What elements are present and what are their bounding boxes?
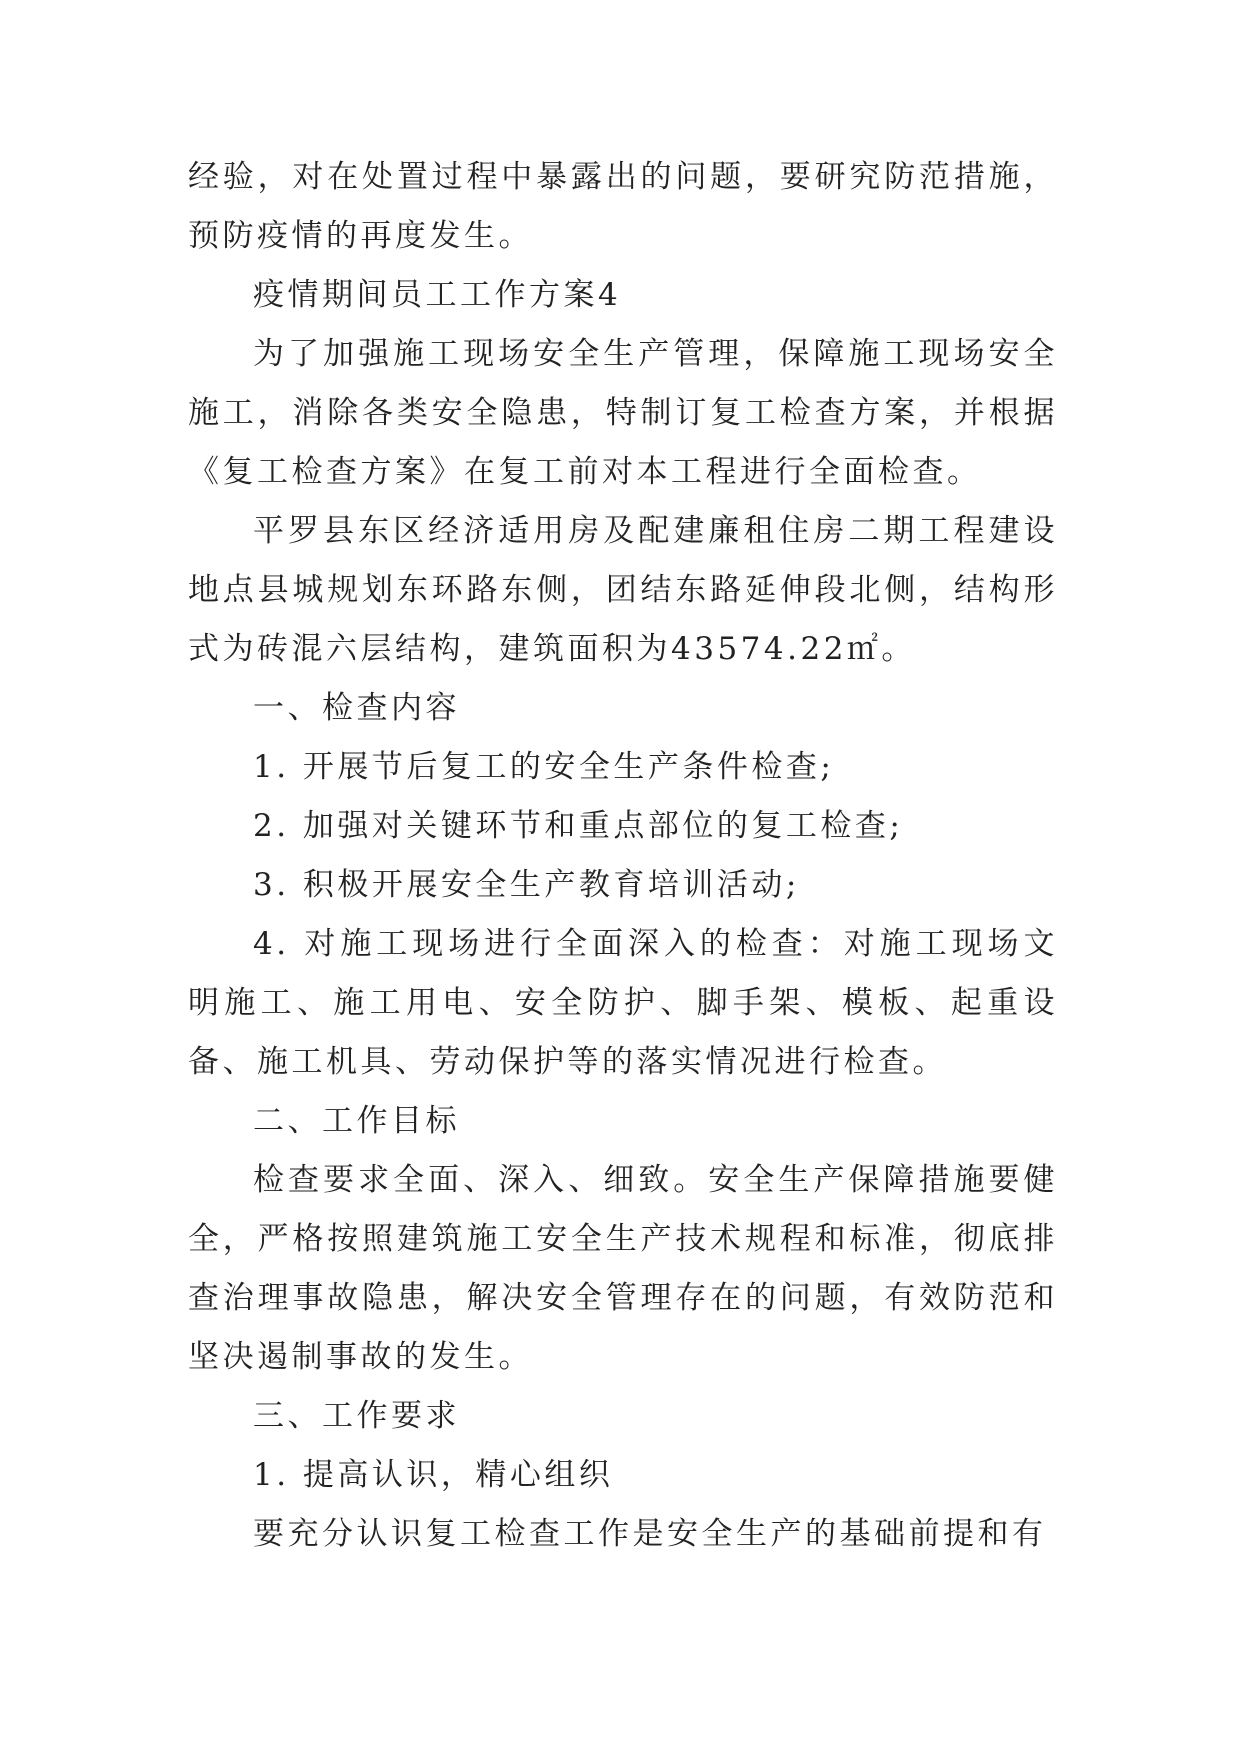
paragraph: 为了加强施工现场安全生产管理，保障施工现场安全施工，消除各类安全隐患，特制订复工检查方案，并根据《复工检查方案》在复工前对本工程进行全面检查。 — [188, 336, 1058, 490]
list-item: 1. 开展节后复工的安全生产条件检查; — [253, 749, 835, 785]
list-item: 3. 积极开展安全生产教育培训活动; — [253, 867, 800, 903]
section-title: 疫情期间员工工作方案4 — [253, 277, 622, 313]
heading-inspection-content: 一、检查内容 — [253, 690, 460, 726]
paragraph: 平罗县东区经济适用房及配建廉租住房二期工程建设地点县城规划东环路东侧，团结东路延伸段北侧，结构形式为砖混六层结构，建筑面积为43574.22㎡。 — [188, 513, 1058, 667]
list-item: 1. 提高认识，精心组织 — [253, 1457, 614, 1493]
document-body — [188, 148, 1058, 1564]
heading-work-requirements: 三、工作要求 — [253, 1398, 460, 1434]
list-item: 2. 加强对关键环节和重点部位的复工检查; — [253, 808, 904, 844]
paragraph-continued: 经验，对在处置过程中暴露出的问题，要研究防范措施，预防疫情的再度发生。 — [188, 159, 1058, 254]
heading-work-goals: 二、工作目标 — [253, 1103, 460, 1139]
paragraph: 要充分认识复工检查工作是安全生产的基础前提和有 — [253, 1516, 1047, 1552]
paragraph: 检查要求全面、深入、细致。安全生产保障措施要健全，严格按照建筑施工安全生产技术规程和标准，彻底排查治理事故隐患，解决安全管理存在的问题，有效防范和坚决遏制事故的发生。 — [188, 1162, 1058, 1375]
list-item: 4. 对施工现场进行全面深入的检查：对施工现场文明施工、施工用电、安全防护、脚手架、模板、起重设备、施工机具、劳动保护等的落实情况进行检查。 — [188, 926, 1058, 1080]
